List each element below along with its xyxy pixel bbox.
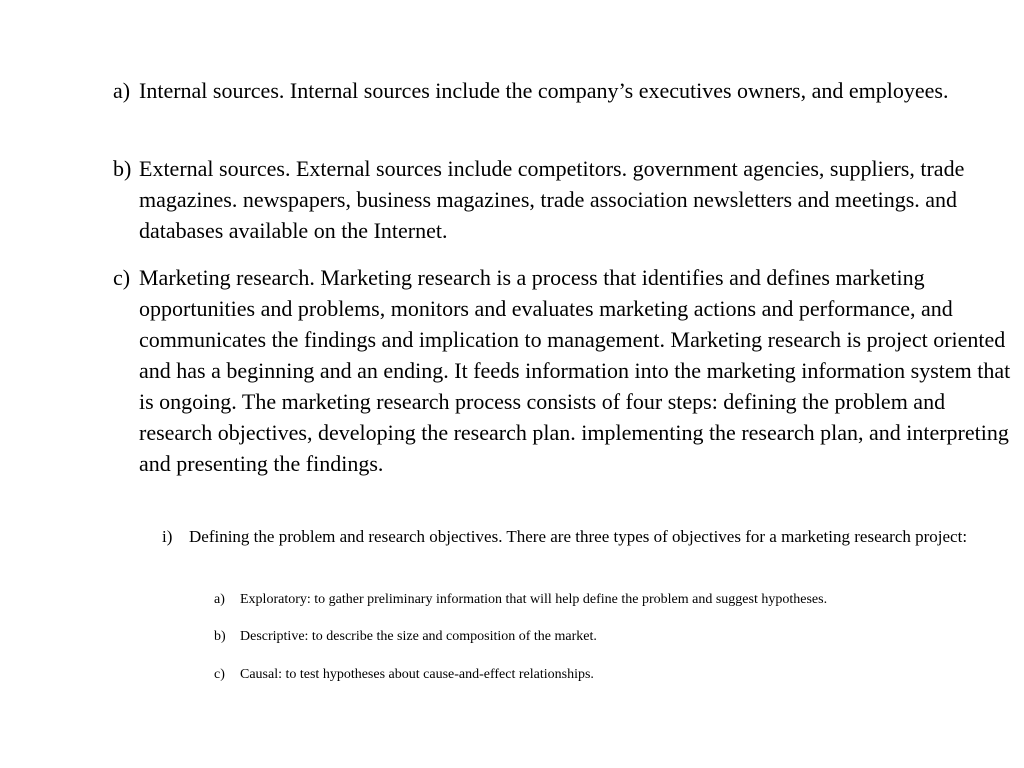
list-item-text: External sources. External sources include competitors. government agencies, suppliers, trade magazines. newspapers, business magazines, trade association newsletters and meetings. and databases available on the Internet. <box>139 156 965 243</box>
objective-item-exploratory <box>214 590 1004 610</box>
list-item-text: Defining the problem and research objectives. There are three types of objectives for a marketing research project: <box>189 527 968 546</box>
list-marker: a) <box>214 592 225 607</box>
list-item-text: Descriptive: to describe the size and composition of the market. <box>240 629 597 644</box>
list-item-text: Marketing research. Marketing research is a process that identifies and defines marketing opportunities and problems, monitors and evaluates marketing actions and performance, and communicates the findings and implication to management. Marketing research is project oriented and has a beginning and an ending. It feeds information into the marketing information system that is ongoing. The marketing research process consists of four steps: defining the problem and research objectives, developing the research plan. implementing the research plan, and interpreting and presenting the findings. <box>139 265 1011 476</box>
list-item-text: Internal sources. Internal sources include the company’s executives owners, and employees. <box>139 78 949 103</box>
objective-item-descriptive <box>214 627 1004 647</box>
sub-list-item-defining-problem <box>162 525 982 549</box>
objective-item-causal <box>214 665 1004 685</box>
list-marker: a) <box>113 78 131 103</box>
list-marker: c) <box>214 667 225 682</box>
list-item-text: Exploratory: to gather preliminary information that will help define the problem and suggest hypotheses. <box>240 592 828 607</box>
list-marker: i) <box>162 527 173 546</box>
list-item-text: Causal: to test hypotheses about cause-and-effect relationships. <box>240 667 594 682</box>
list-marker: b) <box>214 629 226 644</box>
list-item-internal-sources <box>113 75 1016 106</box>
list-marker: b) <box>113 156 132 181</box>
list-item-external-sources <box>113 153 1016 246</box>
list-item-marketing-research <box>113 262 1016 479</box>
list-marker: c) <box>113 265 131 290</box>
